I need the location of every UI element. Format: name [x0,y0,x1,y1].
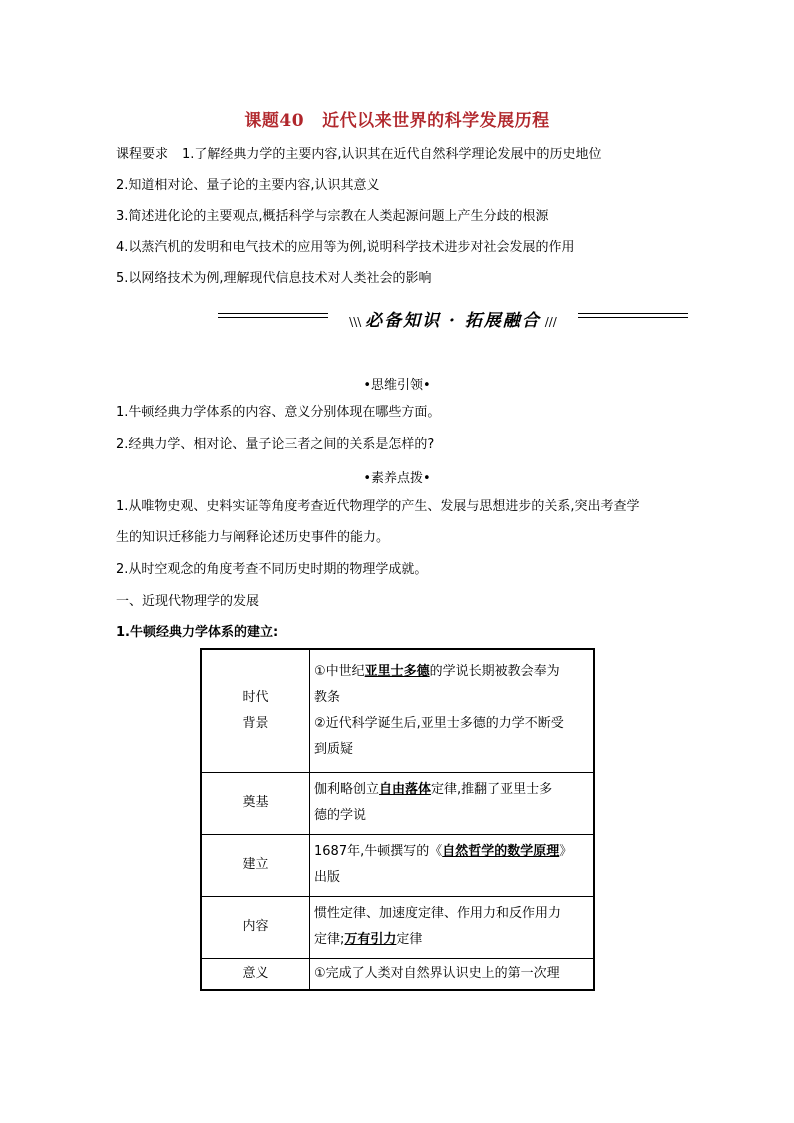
row-header: 建立 [201,834,310,896]
requirements-label: 课程要求 [116,147,169,162]
table-row [201,834,594,896]
lesson-title: 近代以来世界的科学发展历程 [322,111,550,131]
thinking-item-1: 1.牛顿经典力学体系的内容、意义分别体现在哪些方面。 [116,405,441,420]
thinking-heading: •思维引领• [363,378,431,393]
row-content: ①中世纪亚里士多德的学说长期被教会奉为 教条 ②近代科学诞生后,亚里士多德的力学不断受 到质疑 [310,649,595,772]
table-row [201,772,594,834]
requirement-4: 4.以蒸汽机的发明和电气技术的应用等为例,说明科学技术进步对社会发展的作用 [116,240,575,255]
requirement-3: 3.简述进化论的主要观点,概括科学与宗教在人类起源问题上产生分歧的根源 [116,209,549,224]
newton-mechanics-table [200,648,595,991]
literacy-item-2: 2.从时空观念的角度考查不同历史时期的物理学成就。 [116,562,428,577]
requirement-5: 5.以网络技术为例,理解现代信息技术对人类社会的影响 [116,271,432,286]
literacy-item-1: 1.从唯物史观、史料实证等角度考查近代物理学的产生、发展与思想进步的关系,突出考查学 [116,499,640,514]
banner-text: 必备知识 · 拓展融合 [365,311,541,331]
row-header: 内容 [201,896,310,958]
row-content: ①完成了人类对自然界认识史上的第一次理 [310,958,595,990]
row-content: 惯性定律、加速度定律、作用力和反作用力 定律;万有引力定律 [310,896,595,958]
thinking-item-2: 2.经典力学、相对论、量子论三者之间的关系是怎样的? [116,437,435,452]
row-header: 时代 背景 [201,649,310,772]
table-row [201,896,594,958]
table-row [201,958,594,990]
requirement-2: 2.知道相对论、量子论的主要内容,认识其意义 [116,178,380,193]
row-content: 1687年,牛顿撰写的《自然哲学的数学原理》 出版 [310,834,595,896]
key-term: 自然哲学的数学原理 [442,844,560,859]
literacy-item-1-cont: 生的知识迁移能力与阐释论述历史事件的能力。 [116,530,390,545]
key-term: 自由落体 [379,782,432,797]
lesson-number: 课题40 [244,111,305,131]
row-content: 伽利略创立自由落体定律,推翻了亚里士多 德的学说 [310,772,595,834]
section-banner: \\\ 必备知识 · 拓展融合 /// [218,306,688,330]
literacy-heading: •素养点拨• [363,471,431,486]
table-row [201,649,594,772]
subsection-heading: 1.牛顿经典力学体系的建立: [116,625,279,640]
requirement-1: 课程要求 1.了解经典力学的主要内容,认识其在近代自然科学理论发展中的历史地位 [116,147,602,162]
page-title [0,106,794,131]
section-heading: 一、近现代物理学的发展 [116,594,260,609]
row-header: 奠基 [201,772,310,834]
key-term: 万有引力 [344,932,397,947]
row-header: 意义 [201,958,310,990]
key-term: 亚里士多德 [364,663,430,679]
